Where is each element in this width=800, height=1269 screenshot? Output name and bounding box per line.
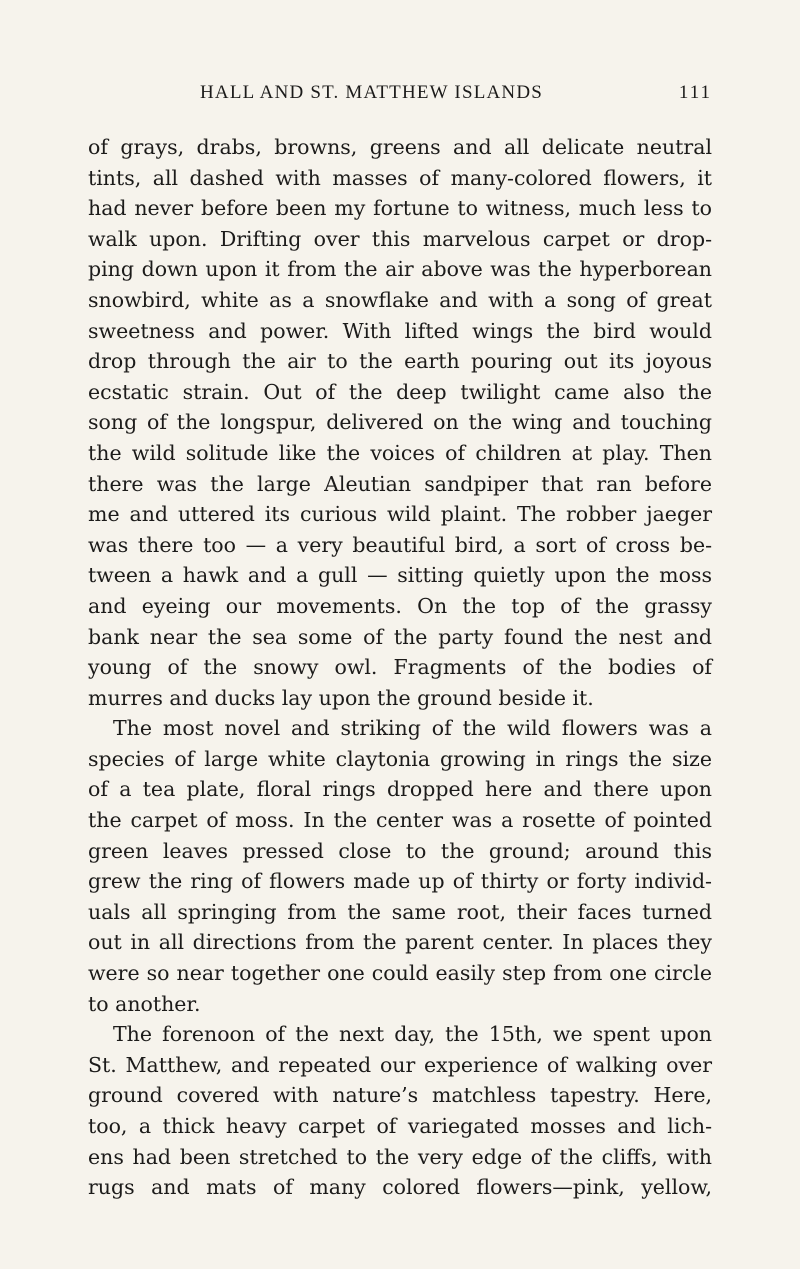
text-line: young of the snowy owl. Fragments of the bodies of (88, 655, 712, 680)
text-line: too, a thick heavy carpet of variegated mosses and lich- (88, 1114, 712, 1138)
book-page (88, 82, 712, 1203)
text-line: green leaves pressed close to the ground; around this (88, 838, 712, 863)
text-line: snowbird, white as a snowflake and with a song of great (88, 287, 712, 312)
text-line: drop through the air to the earth pouring out its joyous (88, 349, 712, 374)
text-line: tints, all dashed with masses of many-colored flowers, it (88, 165, 712, 190)
text-line: grew the ring of flowers made up of thirty or forty individ- (88, 869, 712, 894)
text-line: murres and ducks lay upon the ground beside it. (88, 685, 594, 710)
text-line: walk upon. Drifting over this marvelous carpet or drop- (88, 226, 712, 251)
running-title: HALL AND ST. MATTHEW ISLANDS (200, 82, 544, 103)
text-line: St. Matthew, and repeated our experience of walking over (88, 1052, 712, 1077)
running-head (88, 82, 712, 110)
text-line: species of large white claytonia growing in rings the size (88, 746, 712, 771)
text-line: sweetness and power. With lifted wings the bird would (88, 318, 712, 343)
text-line: were so near together one could easily step from one circle (88, 961, 712, 986)
text-line: to another. (88, 991, 201, 1016)
text-line: bank near the sea some of the party found the nest and (88, 624, 712, 649)
text-line: ground covered with nature’s matchless tapestry. Here, (88, 1083, 712, 1108)
text-line: the carpet of moss. In the center was a rosette of pointed (88, 808, 712, 833)
body-text (88, 132, 712, 1203)
text-line: song of the longspur, delivered on the wing and touching (88, 410, 712, 435)
text-line: tween a hawk and a gull — sitting quietly upon the moss (88, 563, 712, 588)
text-line: ping down upon it from the air above was the hyperborean (88, 257, 712, 282)
paragraph-first-line: The forenoon of the next day, the 15th, we spent upon (113, 1022, 712, 1047)
text-line: out in all directions from the parent center. In places they (88, 930, 712, 955)
text-line: of grays, drabs, browns, greens and all delicate neutral (88, 135, 712, 159)
text-line: of a tea plate, floral rings dropped here and there upon (88, 777, 712, 802)
page-number: 111 (678, 82, 712, 103)
text-line: the wild solitude like the voices of children at play. Then (88, 440, 712, 465)
text-line: had never before been my fortune to witness, much less to (88, 196, 712, 221)
text-line: rugs and mats of many colored flowers—pink, yellow, (88, 1175, 712, 1200)
text-line: was there too — a very beautiful bird, a sort of cross be- (88, 532, 712, 557)
text-line: ens had been stretched to the very edge of the cliffs, with (88, 1144, 712, 1169)
text-line: ecstatic strain. Out of the deep twilight came also the (88, 379, 712, 404)
paragraph-first-line: The most novel and striking of the wild flowers was a (113, 716, 712, 741)
text-line: and eyeing our movements. On the top of the grassy (88, 593, 712, 618)
text-line: there was the large Aleutian sandpiper that ran before (88, 471, 712, 496)
text-line: uals all springing from the same root, their faces turned (88, 899, 712, 924)
text-line: me and uttered its curious wild plaint. The robber jaeger (88, 502, 712, 527)
